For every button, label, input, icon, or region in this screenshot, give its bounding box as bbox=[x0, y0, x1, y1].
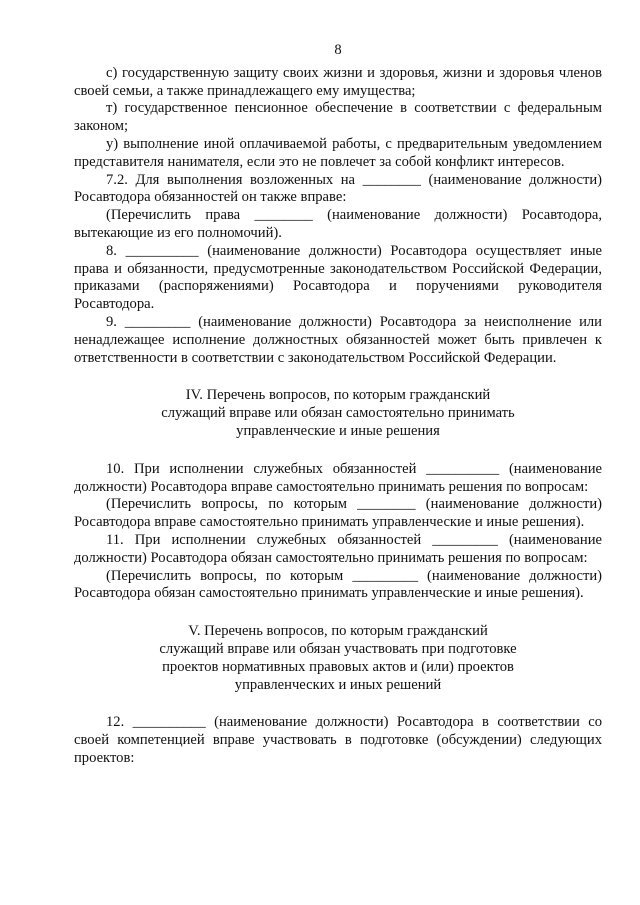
paragraph-11-list-questions: (Перечислить вопросы, по которым _________ (наименование должности) Росавтодора обязан самостоятельно принимать управленческие и иные решения). bbox=[74, 567, 602, 602]
paragraph-11: 11. При исполнении служебных обязанностей _________ (наименование должности) Росавтодора обязан самостоятельно принимать решения по вопросам: bbox=[74, 531, 602, 566]
page-number: 8 bbox=[334, 42, 342, 58]
paragraph-8: 8. __________ (наименование должности) Росавтодора осуществляет иные права и обязанности, предусмотренные законодательством Российской Федерации, приказами (распоряжениями) Росавтодора и поручениями руководителя Росавтодора. bbox=[74, 242, 602, 313]
section-5-heading-line: V. Перечень вопросов, по которым гражданский bbox=[188, 623, 488, 640]
paragraph-12: 12. __________ (наименование должности) Росавтодора в соответствии со своей компетенцией вправе участвовать в подготовке (обсуждении) следующих проектов: bbox=[74, 714, 602, 766]
paragraph-s: с) государственную защиту своих жизни и здоровья, жизни и здоровья членов своей семьи, а также принадлежащего ему имущества; bbox=[74, 64, 602, 99]
paragraph-10-list-questions: (Перечислить вопросы, по которым ________ (наименование должности) Росавтодора вправе самостоятельно принимать управленческие и иные решения). bbox=[74, 496, 602, 531]
paragraph-9: 9. _________ (наименование должности) Росавтодора за неисполнение или ненадлежащее исполнение должностных обязанностей может быть привлечен к ответственности в соответствии с законодательством Российской Федерации. bbox=[74, 313, 602, 366]
paragraph-7-2: 7.2. Для выполнения возложенных на ________ (наименование должности) Росавтодора обязанностей он также вправе: bbox=[74, 171, 602, 206]
paragraph-7-2-list-rights: (Перечислить права ________ (наименование должности) Росавтодора, вытекающие из его полномочий). bbox=[74, 207, 602, 241]
section-4-heading-line: служащий вправе или обязан самостоятельно принимать bbox=[161, 405, 515, 422]
section-4-heading-line: управленческие и иные решения bbox=[236, 422, 440, 439]
section-5-heading-line: управленческих и иных решений bbox=[234, 676, 442, 693]
paragraph-10: 10. При исполнении служебных обязанностей __________ (наименование должности) Росавтодора вправе самостоятельно принимать решения по вопросам: bbox=[74, 460, 602, 495]
section-4-heading-line: IV. Перечень вопросов, по которым гражданский bbox=[185, 387, 491, 404]
paragraph-u: у) выполнение иной оплачиваемой работы, с предварительным уведомлением представителя нанимателя, если это не повлечет за собой конфликт интересов. bbox=[74, 135, 602, 170]
section-5-heading bbox=[74, 623, 602, 694]
section-5-heading-line: служащий вправе или обязан участвовать при подготовке bbox=[159, 640, 517, 657]
section-4-heading bbox=[74, 387, 602, 440]
paragraph-t: т) государственное пенсионное обеспечение в соответствии с федеральным законом; bbox=[74, 100, 602, 135]
section-5-heading-line: проектов нормативных правовых актов и (или) проектов bbox=[162, 658, 514, 675]
